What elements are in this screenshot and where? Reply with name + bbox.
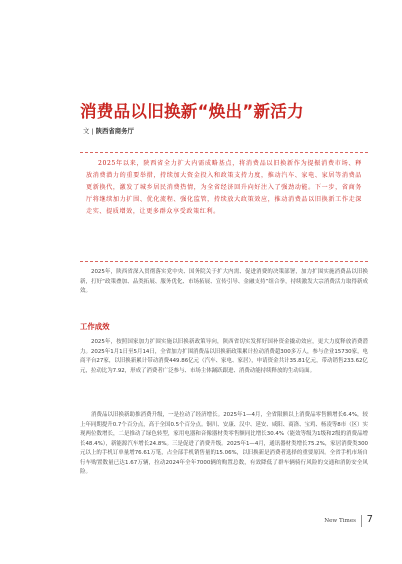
footer-divider: [361, 515, 362, 527]
byline: [83, 126, 134, 135]
footer-brand: New Times: [324, 518, 356, 524]
byline-prefix: 文 |: [83, 127, 96, 135]
body-paragraph-2: 消费品以旧换新助推消费升级，一是拉动了经济增长。2025年1—4月，全省限额以上消费品零售额增长6.4%，较上年同期提升0.7个百分点，高于全国0.5个百分点。铜川、安康、汉中、延安、咸阳、商洛、宝鸡、杨凌等8市（区）实现两位数增长，二是推动了绿色转型，家用电器和音像器材类零售额同比增长30.4%（能效等级为1级和2级的消费品增长48.4%），新能源汽车增长24.8%。三是促进了消费升级。2025年1—4月，通讯器材类增长75.2%，家居消费类300元以上的手机订单量增76.61万笔，占全部手机销售量的15.06%，以旧换新是消费者选择的重要原因。全省手机市场自行车购置数量已达1.67万辆，拉动2024年全年7000辆的购置总数，有效降低了群车辆骑行风险的交通和消防安全风险。: [80, 412, 368, 475]
byline-author: 陕西省商务厅: [95, 127, 134, 135]
body-paragraph-1: 2025年，按照国家加力扩围实施以旧换新政策导向，陕西省切实发挥好国补资金撬动效应，更大力度释放消费潜力。2025年1月1日至5月14日，全省加力扩围消费品以旧换新政策累计拉动消费超300多万人，参与企业15730家，电商平台27家，以旧换新累计带动消费449.86亿元（汽车、家电、家居），申请资金共计35.81亿元，带动销售233.62亿元，拉动比为7.92，形成了消费者广泛参与、市场主体踊跃跟进、消费动能持续释放的生动局面。: [80, 339, 368, 374]
intro-paragraph: 2025年，陕西省深入贯彻落实党中央、国务院关于扩大内需、促进消费的决策部署，加力扩围实施消费品以旧换新，打好“政策叠加、品类拓展、服务优化、市场拓展、宣传引导、金融支持”组合拳，持续激发大宗消费活力取得新成效。: [80, 269, 368, 294]
page-number: 7: [366, 514, 373, 525]
section-heading: 工作成效: [80, 322, 110, 331]
abstract-text: 2025年以来，陕西省全力扩大内需成略基点，将消费品以旧换新作为提振消费市场、释放消费潜力的重要举措，持续加大资金投入和政策支持力度，推动汽车、家电、家居等消费品更新换代，激发了城乡居民消费热情，为全省经济回升向好注入了强劲动能。下一步，省商务厅将继续加力扩围、优化流程、强化监管，持续放大政策效应，推动消费品以旧换新工作走深走实、提质增效，让更多群众享受政策红利。: [86, 160, 362, 215]
abstract-box: [80, 152, 368, 262]
article-title: 消费品以旧换新“焕出”新活力: [80, 102, 304, 121]
